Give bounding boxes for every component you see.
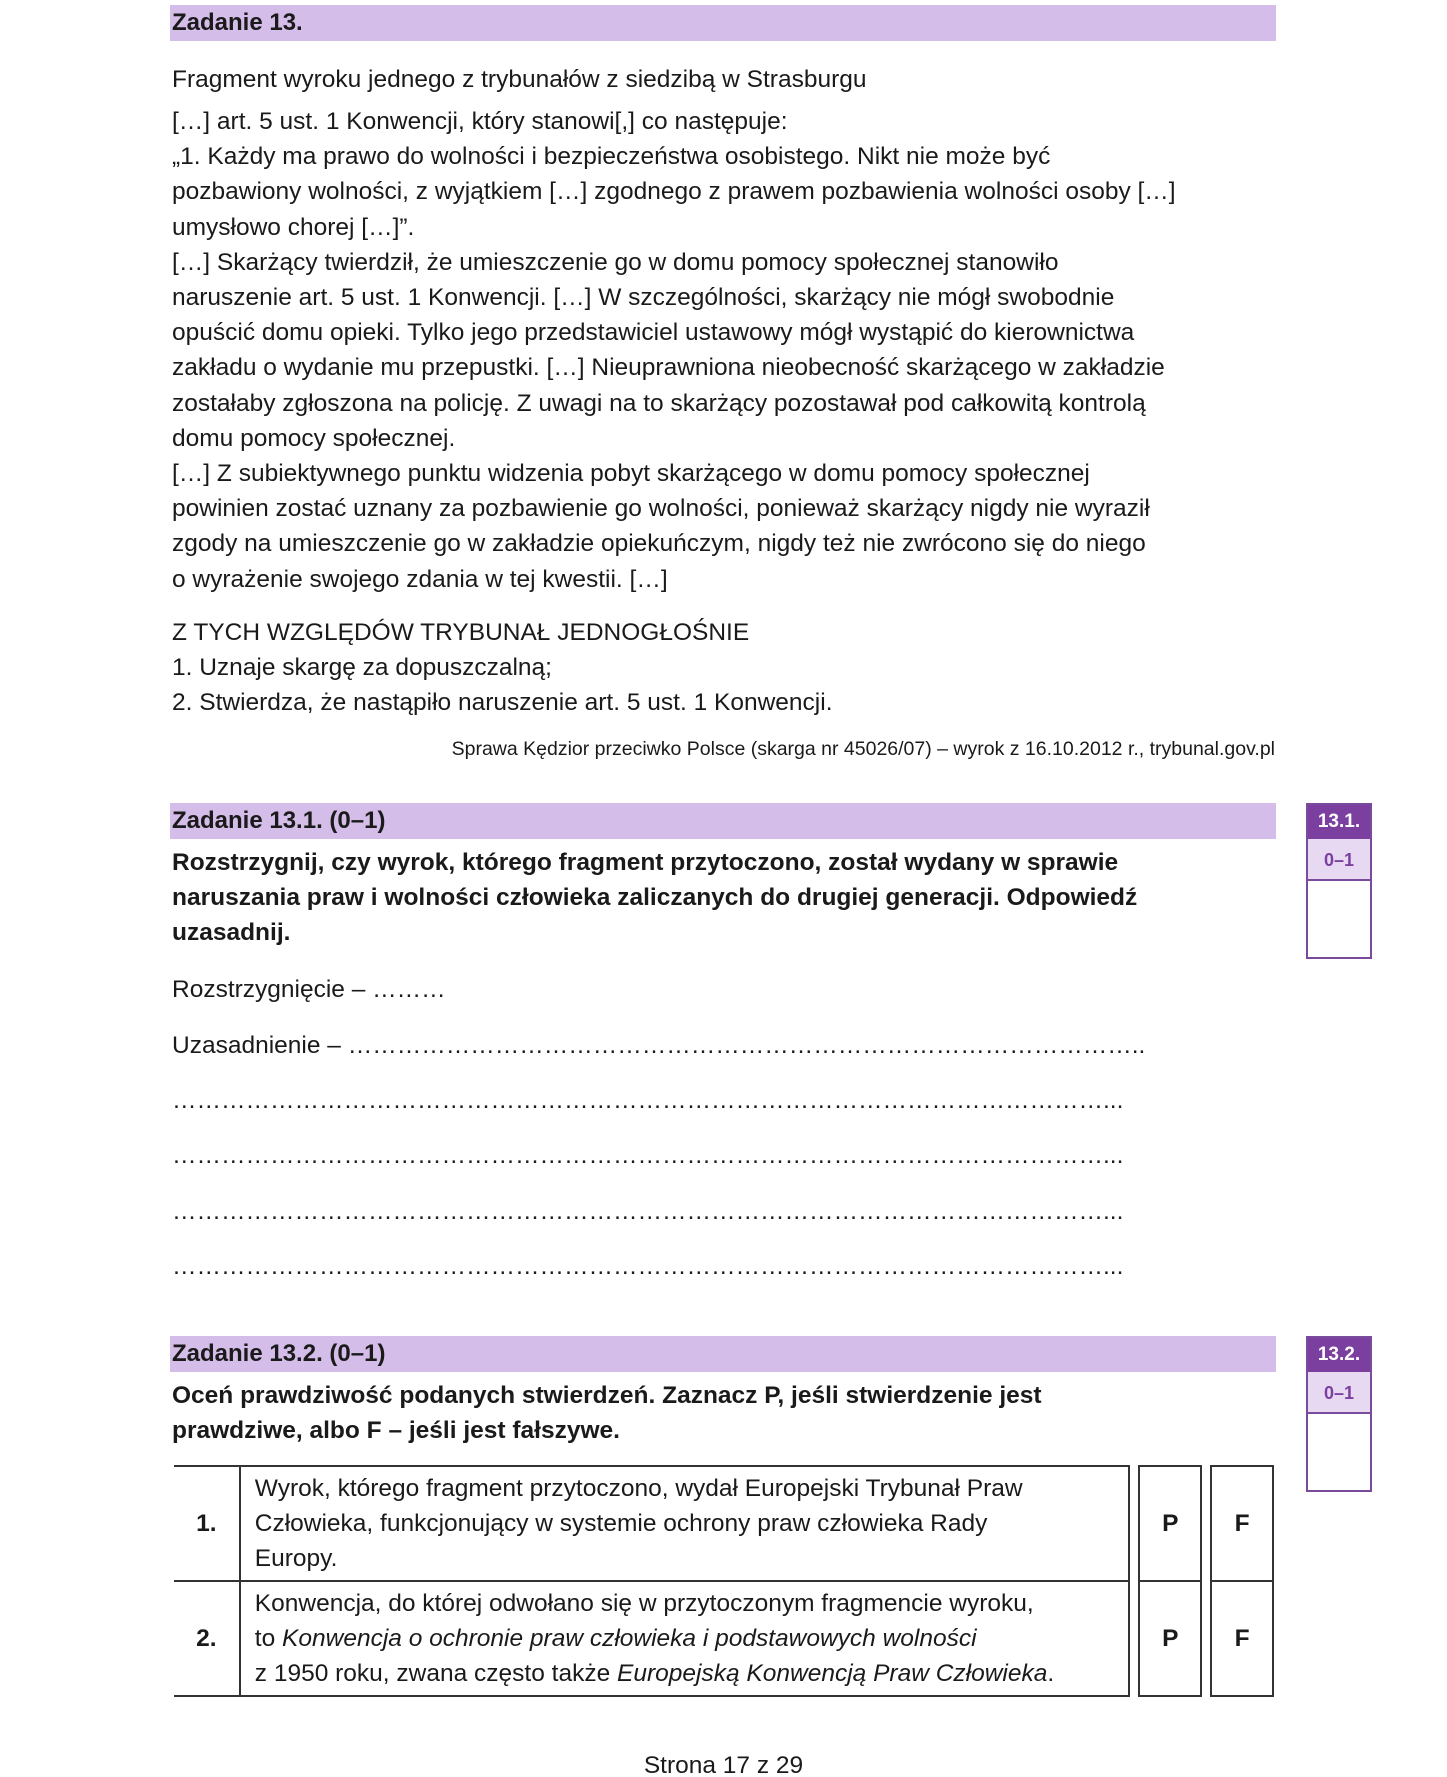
fragment-line: domu pomocy społecznej. <box>172 424 456 452</box>
source-citation: Sprawa Kędzior przeciwko Polsce (skarga nr 45026/07) – wyrok z 16.10.2012 r., trybunal.gov.pl <box>451 738 1275 760</box>
score-range: 0–1 <box>1308 1372 1370 1414</box>
score-box-13-2 <box>1306 1336 1372 1492</box>
task-13-1-header: Zadanie 13.1. (0–1) <box>170 803 1276 839</box>
fragment-line: opuścić domu opieki. Tylko jego przedstawiciel ustawowy mógł wystąpić do kierownictwa <box>172 319 1135 347</box>
fragment-line: […] Z subiektywnego punktu widzenia pobyt skarżącego w domu pomocy społecznej <box>172 460 1090 488</box>
convention-title: Konwencja o ochronie praw człowieka i podstawowych wolności <box>282 1625 977 1652</box>
fragment-line: naruszenie art. 5 ust. 1 Konwencji. […] W szczególności, skarżący nie mógł swobodnie <box>172 284 1115 312</box>
row-number: 2. <box>174 1582 239 1697</box>
command-line: Oceń prawdziwość podanych stwierdzeń. Zaznacz P, jeśli stwierdzenie jest <box>172 1382 1042 1409</box>
answer-dotted-line[interactable]: ……………………………………………………………………………………………………... <box>172 1198 1124 1225</box>
answer-dotted-line[interactable]: ……………………………………………………………………………………………………... <box>172 1087 1124 1114</box>
score-field[interactable] <box>1308 1414 1370 1490</box>
fragment-line: o wyrażenie swojego zdania w tej kwestii. […] <box>172 565 668 593</box>
verdict <box>172 615 1282 721</box>
true-option[interactable]: P <box>1138 1582 1202 1697</box>
fragment-line: zakładu o wydanie mu przepustki. […] Nieuprawniona nieobecność skarżącego w zakładzie <box>172 354 1165 382</box>
fragment-line: „1. Każdy ma prawo do wolności i bezpieczeństwa osobistego. Nikt nie może być <box>172 143 1051 171</box>
justification-field[interactable]: Uzasadnienie – …………………………………………………………………………………….. <box>172 1032 1146 1059</box>
score-id: 13.1. <box>1308 805 1370 839</box>
verdict-line: 1. Uznaje skargę za dopuszczalną; <box>172 654 552 682</box>
statement-line: z 1950 roku, zwana często także Europejską Konwencją Praw Człowieka. <box>254 1660 1055 1687</box>
statement-line: Wyrok, którego fragment przytoczono, wydał Europejski Trybunał Praw <box>254 1475 1023 1502</box>
command-line: naruszania praw i wolności człowieka zaliczanych do drugiej generacji. Odpowiedź <box>172 884 1138 912</box>
command-line: prawdziwe, albo F – jeśli jest fałszywe. <box>172 1417 620 1445</box>
false-option[interactable]: F <box>1210 1465 1274 1582</box>
row-number: 1. <box>174 1465 239 1582</box>
decision-field[interactable]: Rozstrzygnięcie – ……… <box>172 976 446 1003</box>
fragment-line: zgody na umieszczenie go w zakładzie opiekuńczym, nigdy też nie zwrócono się do niego <box>172 530 1146 558</box>
fragment-line: zostałaby zgłoszona na policję. Z uwagi na to skarżący pozostawał pod całkowitą kontrolą <box>172 389 1146 417</box>
judgment-fragment <box>172 104 1282 597</box>
statement-line: to Konwencja o ochronie praw człowieka i podstawowych wolności <box>254 1625 977 1652</box>
fragment-line: […] art. 5 ust. 1 Konwencji, który stanowi[,] co następuje: <box>172 108 788 135</box>
task-13-intro: Fragment wyroku jednego z trybunałów z siedzibą w Strasburgu <box>172 66 867 93</box>
score-box-13-1 <box>1306 803 1372 959</box>
convention-alias: Europejską Konwencją Praw Człowieka <box>617 1660 1048 1687</box>
task-13-header: Zadanie 13. <box>170 5 1276 41</box>
command-line: Rozstrzygnij, czy wyrok, którego fragment przytoczono, został wydany w sprawie <box>172 849 1119 876</box>
table-row <box>174 1465 1274 1582</box>
fragment-line: pozbawiony wolności, z wyjątkiem […] zgodnego z prawem pozbawienia wolności osoby […] <box>172 178 1176 206</box>
statement-line: Europy. <box>254 1545 338 1572</box>
page-number: Strona 17 z 29 <box>643 1752 804 1777</box>
verdict-line: Z TYCH WZGLĘDÓW TRYBUNAŁ JEDNOGŁOŚNIE <box>172 619 750 646</box>
table-row <box>174 1582 1274 1697</box>
statement-line: Konwencja, do której odwołano się w przytoczonym fragmencie wyroku, <box>254 1590 1034 1617</box>
answer-dotted-line[interactable]: ……………………………………………………………………………………………………... <box>172 1142 1124 1169</box>
fragment-line: umysłowo chorej […]”. <box>172 213 415 241</box>
task-13-2-command <box>172 1378 1282 1448</box>
score-range: 0–1 <box>1308 839 1370 881</box>
statement-text <box>239 1465 1131 1582</box>
statement-text <box>239 1582 1131 1697</box>
verdict-line: 2. Stwierdza, że nastąpiło naruszenie art. 5 ust. 1 Konwencji. <box>172 689 833 717</box>
false-option[interactable]: F <box>1210 1582 1274 1697</box>
task-13-2-header: Zadanie 13.2. (0–1) <box>170 1336 1276 1372</box>
fragment-line: powinien zostać uznany za pozbawienie go wolności, ponieważ skarżący nigdy nie wyraził <box>172 495 1150 523</box>
statement-line: Człowieka, funkcjonujący w systemie ochrony praw człowieka Rady <box>254 1510 988 1537</box>
answer-dotted-line[interactable]: ……………………………………………………………………………………………………... <box>172 1253 1124 1280</box>
score-field[interactable] <box>1308 881 1370 957</box>
command-line: uzasadnij. <box>172 919 291 947</box>
task-13-1-command <box>172 845 1282 951</box>
fragment-line: […] Skarżący twierdził, że umieszczenie go w domu pomocy społecznej stanowiło <box>172 248 1059 276</box>
true-option[interactable]: P <box>1138 1465 1202 1582</box>
score-id: 13.2. <box>1308 1338 1370 1372</box>
true-false-table <box>174 1465 1274 1697</box>
